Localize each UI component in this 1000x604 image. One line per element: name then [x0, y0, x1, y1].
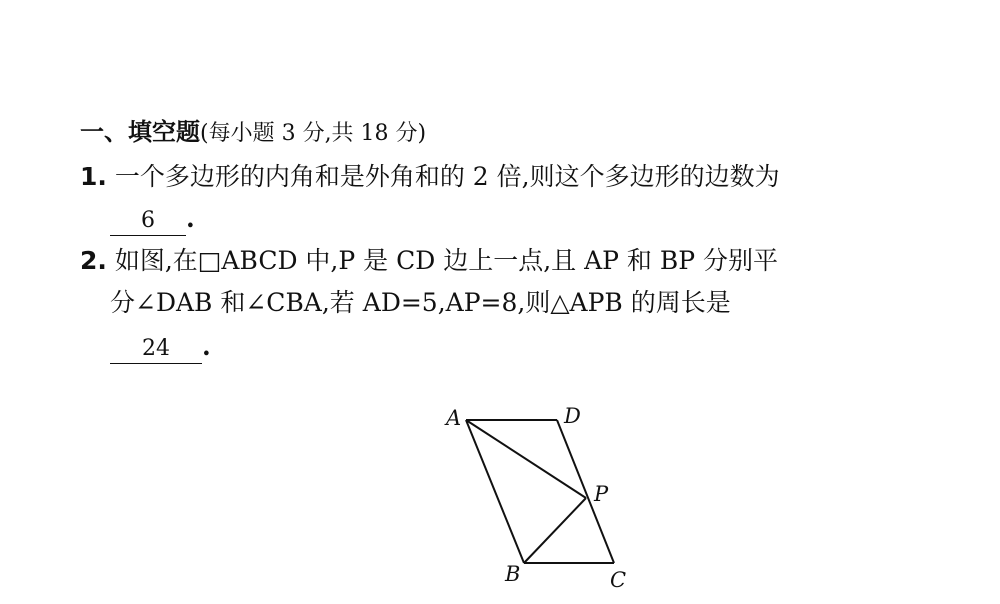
- label-P: P: [594, 482, 609, 506]
- section-scoring-note: (每小题 3 分,共 18 分): [200, 121, 427, 146]
- question-1-number: 1.: [80, 162, 107, 191]
- side-BA: [466, 420, 524, 563]
- question-1-answer-line: [110, 202, 195, 236]
- question-2-text-line-2: [110, 286, 731, 320]
- question-1-answer-blank: 6: [110, 208, 186, 236]
- label-A: A: [446, 406, 462, 430]
- segment-BP: [524, 498, 586, 563]
- question-2-stem-1: 如图,在□ABCD 中,P 是 CD 边上一点,且 AP 和 BP 分别平: [114, 246, 779, 275]
- label-B: B: [505, 562, 521, 586]
- section-title: [80, 116, 426, 150]
- question-1-period: .: [186, 204, 195, 233]
- section-heading: 一、填空题: [80, 118, 200, 146]
- parallelogram-diagram: [430, 395, 670, 600]
- question-1-stem: 一个多边形的内角和是外角和的 2 倍,则这个多边形的边数为: [114, 162, 780, 191]
- question-1-text: [80, 160, 780, 194]
- label-D: D: [564, 404, 581, 428]
- question-2-answer-line: [110, 330, 211, 364]
- question-2-text-line-1: [80, 244, 778, 278]
- parallelogram-figure: [430, 395, 670, 600]
- question-2-period: .: [202, 332, 211, 361]
- question-2-number: 2.: [80, 246, 107, 275]
- label-C: C: [610, 568, 627, 592]
- segment-AP: [466, 420, 586, 498]
- question-2-stem-2: 分∠DAB 和∠CBA,若 AD=5,AP=8,则△APB 的周长是: [110, 288, 731, 317]
- question-2-answer-blank: 24: [110, 336, 202, 364]
